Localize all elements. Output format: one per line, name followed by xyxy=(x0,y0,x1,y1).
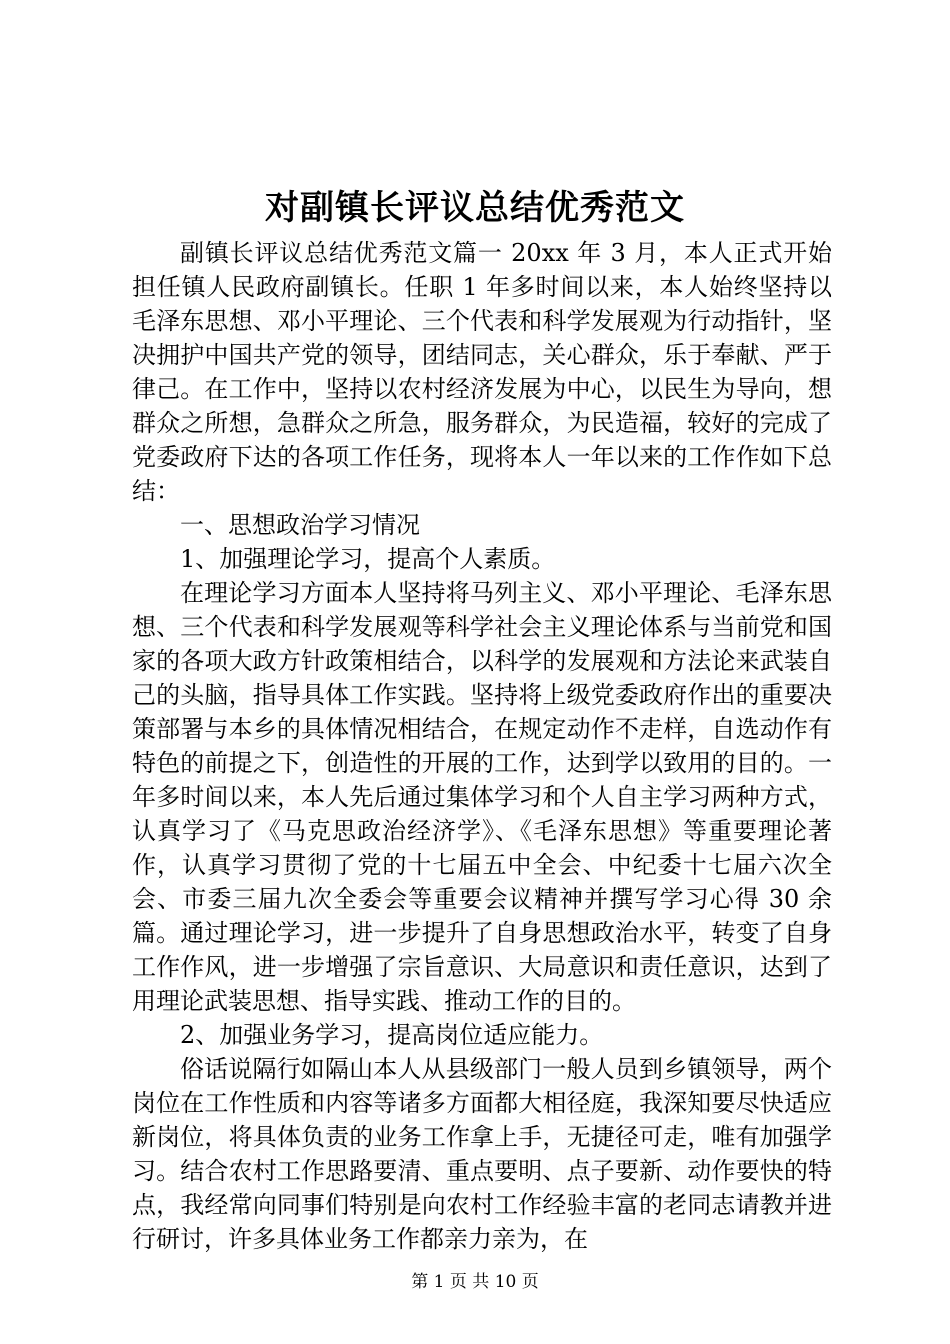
subheading-theory-study: 1、加强理论学习，提高个人素质。 xyxy=(180,545,556,573)
paragraph-intro: 副镇长评议总结优秀范文篇一 20xx 年 3 月，本人正式开始担任镇人民政府副镇长。任职 1 年多时间以来，本人始终坚持以毛泽东思想、邓小平理论、三个代表和科学发展观为行动指针，坚决拥护中国共产党的领导，团结同志，关心群众，乐于奉献、严于律己。在工作中，坚持以农村经济发展为中心，以民生为导向，想群众之所想，急群众之所急，服务群众，为民造福，较好的完成了党委政府下达的各项工作任务，现将本人一年以来的工作作如下总结： xyxy=(132,239,832,505)
page-number-footer: 第 1 页 共 10 页 xyxy=(411,1272,539,1292)
section-heading-political-study: 一、思想政治学习情况 xyxy=(180,511,420,539)
paragraph-business-study: 俗话说隔行如隔山本人从县级部门一般人员到乡镇领导，两个岗位在工作性质和内容等诸多方面都大相径庭，我深知要尽快适应新岗位，将具体负责的业务工作拿上手，无捷径可走，唯有加强学习。结合农村工作思路要清、重点要明、点子要新、动作要快的特点，我经常向同事们特别是向农村工作经验丰富的老同志请教并进行研讨，许多具体业务工作都亲力亲为，在 xyxy=(132,1055,832,1253)
document-title: 对副镇长评议总结优秀范文 xyxy=(265,188,685,228)
subheading-business-study: 2、加强业务学习，提高岗位适应能力。 xyxy=(180,1021,604,1049)
document-body xyxy=(132,236,832,1256)
paragraph-theory-study: 在理论学习方面本人坚持将马列主义、邓小平理论、毛泽东思想、三个代表和科学发展观等科学社会主义理论体系与当前党和国家的各项大政方针政策相结合，以科学的发展观和方法论来武装自己的头脑，指导具体工作实践。坚持将上级党委政府作出的重要决策部署与本乡的具体情况相结合，在规定动作不走样，自选动作有特色的前提之下，创造性的开展的工作，达到学以致用的目的。一年多时间以来，本人先后通过集体学习和个人自主学习两种方式，认真学习了《马克思政治经济学》、《毛泽东思想》等重要理论著作，认真学习贯彻了党的十七届五中全会、中纪委十七届六次全会、市委三届九次全委会等重要会议精神并撰写学习心得 30 余篇。通过理论学习，进一步提升了自身思想政治水平，转变了自身工作作风，进一步增强了宗旨意识、大局意识和责任意识，达到了用理论武装思想、指导实践、推动工作的目的。 xyxy=(132,579,832,1015)
